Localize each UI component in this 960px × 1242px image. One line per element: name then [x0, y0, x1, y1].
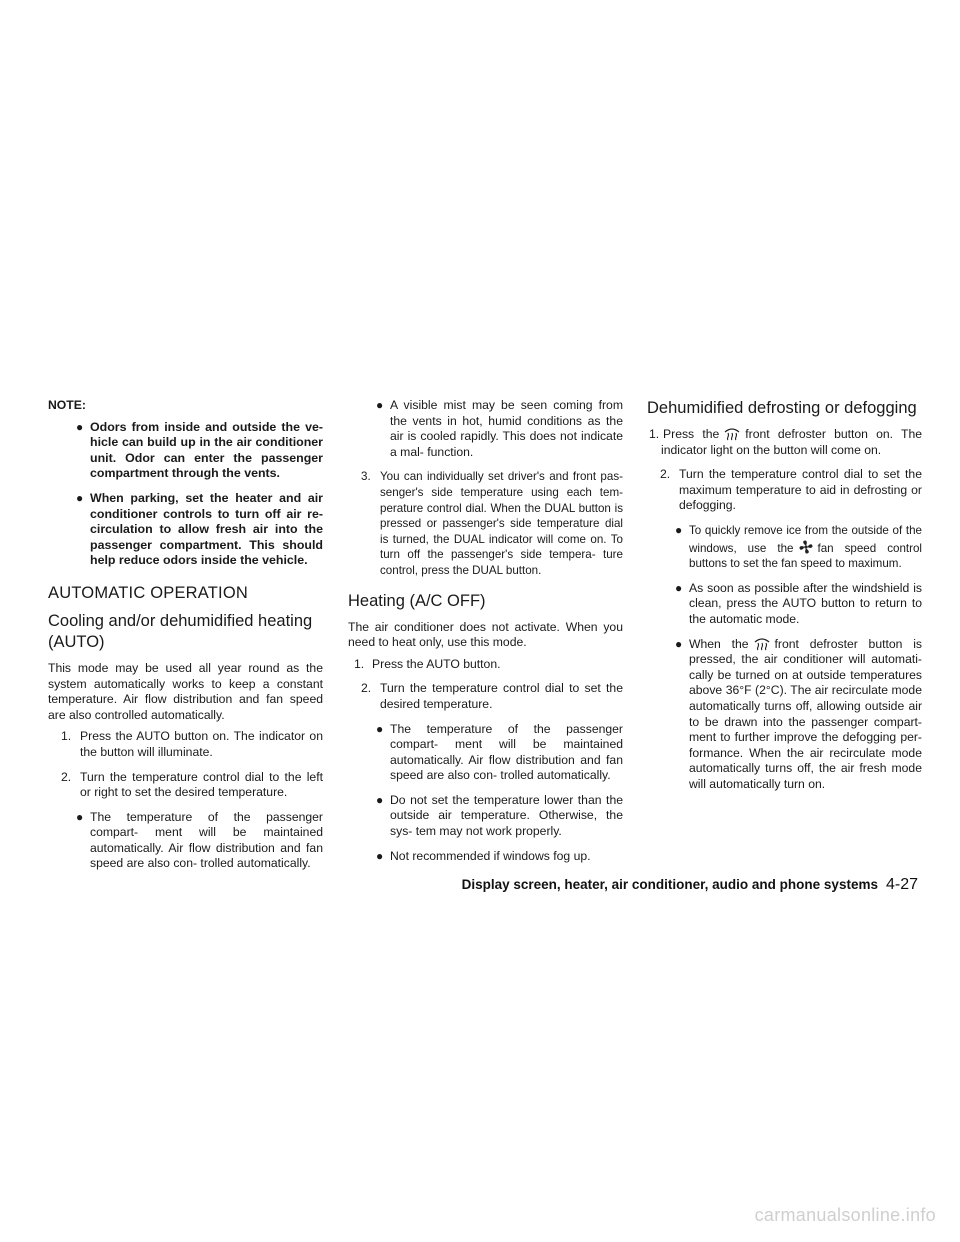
auto-step — [348, 469, 623, 578]
bullet-text: The temperature of the passenger compart- ment will be maintained automatically. Air flow distribution and fan speed are also con- trolled automatically. — [90, 809, 323, 871]
step-text-post: front defroster button on. The indicator light on the button will come on. — [661, 427, 922, 457]
page-number: 4-27 — [885, 876, 918, 893]
bullet-dot: ● — [376, 398, 384, 412]
step-text: Turn the temperature control dial to set the maximum temperature to aid in defrosting or defogging. — [679, 467, 922, 513]
step-number: 1. — [649, 427, 660, 441]
heating-step — [348, 657, 623, 673]
bullet-dot: ● — [376, 721, 384, 736]
step-text-pre: Press the — [663, 427, 720, 441]
sub-heading-auto: Cooling and/or dehumidified heating (AUTO) — [48, 611, 313, 651]
auto-step — [48, 729, 323, 760]
note-bullet-text: When parking, set the heater and air conditioner controls to turn off air re- circulation to allow fresh air into the passenger compartment. This should help reduce odors inside the vehicle. — [90, 490, 323, 568]
bullet-dot: ● — [76, 490, 84, 505]
bullet-text: A visible mist may be seen coming from the vents in hot, humid conditions as the air is cooled rapidly. This does not indicate a mal- function. — [390, 398, 623, 459]
heating-intro: The air conditioner does not activate. When you need to heat only, use this mode. — [348, 619, 623, 650]
step-number: 3. — [361, 470, 371, 484]
defrost-step — [647, 427, 922, 458]
note-bullet — [48, 491, 323, 569]
bullet-text: As soon as possible after the windshield is clean, press the AUTO button to return to the automatic mode. — [689, 580, 922, 626]
middle-column — [348, 398, 623, 873]
auto-bullet — [348, 398, 623, 460]
page-footer — [428, 876, 918, 894]
auto-intro: This mode may be used all year round as the system automatically works to keep a constant temperature. Air flow distribution and fan speed are also controlled automatically. — [48, 660, 323, 722]
bullet-dot: ● — [675, 636, 683, 651]
note-bullet-text: Odors from inside and outside the ve- hicle can build up in the air conditioner unit. Odor can enter the passenger compartment through the vents. — [90, 419, 323, 481]
footer-title: Display screen, heater, air conditioner, audio and phone systems — [461, 877, 878, 892]
defrost-bullet — [647, 581, 922, 628]
bullet-dot: ● — [675, 580, 683, 595]
step-text: You can individually set driver's and front pas- senger's side temperature using each tem- perature control dial. When the DUAL button is pressed or passenger's side temperature dial is turned, the DUAL indicator will come on. To turn off the passenger's side tempera- ture control, press the DUAL button. — [380, 470, 623, 577]
auto-bullet — [48, 810, 323, 872]
fan-icon — [798, 539, 814, 555]
step-text: Turn the temperature control dial to the left or right to set the desired temperature. — [80, 769, 323, 800]
defrost-bullet — [647, 523, 922, 572]
right-column — [647, 398, 922, 801]
step-text: Turn the temperature control dial to set the desired temperature. — [380, 681, 623, 711]
note-bullet — [48, 420, 323, 482]
bullet-text-pre: To quickly remove ice from the outside of the windows, use the — [689, 523, 922, 555]
bullet-dot: ● — [76, 809, 84, 824]
front-defroster-icon — [723, 427, 741, 441]
bullet-text: The temperature of the passenger compart- ment will be maintained automatically. Air flow distribution and fan speed are also con- trolled automatically. — [390, 721, 623, 783]
step-number: 1. — [354, 656, 365, 671]
defrost-bullet — [647, 637, 922, 793]
section-heading-heating: Heating (A/C OFF) — [348, 591, 486, 610]
bullet-text-pre: When the — [689, 636, 749, 651]
heating-step — [348, 681, 623, 712]
heating-bullet — [348, 722, 623, 784]
left-column — [48, 398, 323, 881]
bullet-text-post: fan speed control buttons to set the fan speed to maximum. — [689, 541, 923, 571]
bullet-text: Not recommended if windows fog up. — [390, 848, 591, 863]
bullet-text-post: front defroster button is pressed, the air conditioner will automati- cally be turned on at outside temperatures above 36°F (2°C). The air recirculate mode automatically turns off, allowing outside air to be drawn into the passenger compart- ment to further improve the defogging per- formance. When the air recirculate mode automatically turns off, the air fresh mode will automatically turn on. — [689, 636, 922, 791]
bullet-text: Do not set the temperature lower than the outside air temperature. Otherwise, the sys- tem may not work properly. — [390, 792, 623, 839]
heating-bullet — [348, 793, 623, 840]
bullet-dot: ● — [675, 522, 683, 537]
step-text: Press the AUTO button on. The indicator on the button will illuminate. — [80, 729, 323, 759]
step-text: Press the AUTO button. — [372, 656, 501, 671]
front-defroster-icon — [753, 637, 771, 651]
bullet-dot: ● — [376, 792, 384, 807]
step-number: 2. — [361, 681, 372, 696]
step-number: 1. — [61, 729, 72, 744]
section-heading-defrost: Dehumidified defrosting or defogging — [647, 399, 917, 417]
bullet-dot: ● — [376, 848, 384, 863]
heating-bullet — [348, 849, 623, 865]
auto-step — [48, 770, 323, 801]
bullet-dot: ● — [76, 419, 84, 434]
step-number: 2. — [660, 467, 671, 482]
step-number: 2. — [61, 769, 72, 784]
section-heading-automatic: AUTOMATIC OPERATION — [48, 583, 248, 602]
defrost-step — [647, 467, 922, 514]
watermark: carmanualsonline.info — [754, 1205, 936, 1225]
note-label: NOTE: — [48, 398, 86, 412]
